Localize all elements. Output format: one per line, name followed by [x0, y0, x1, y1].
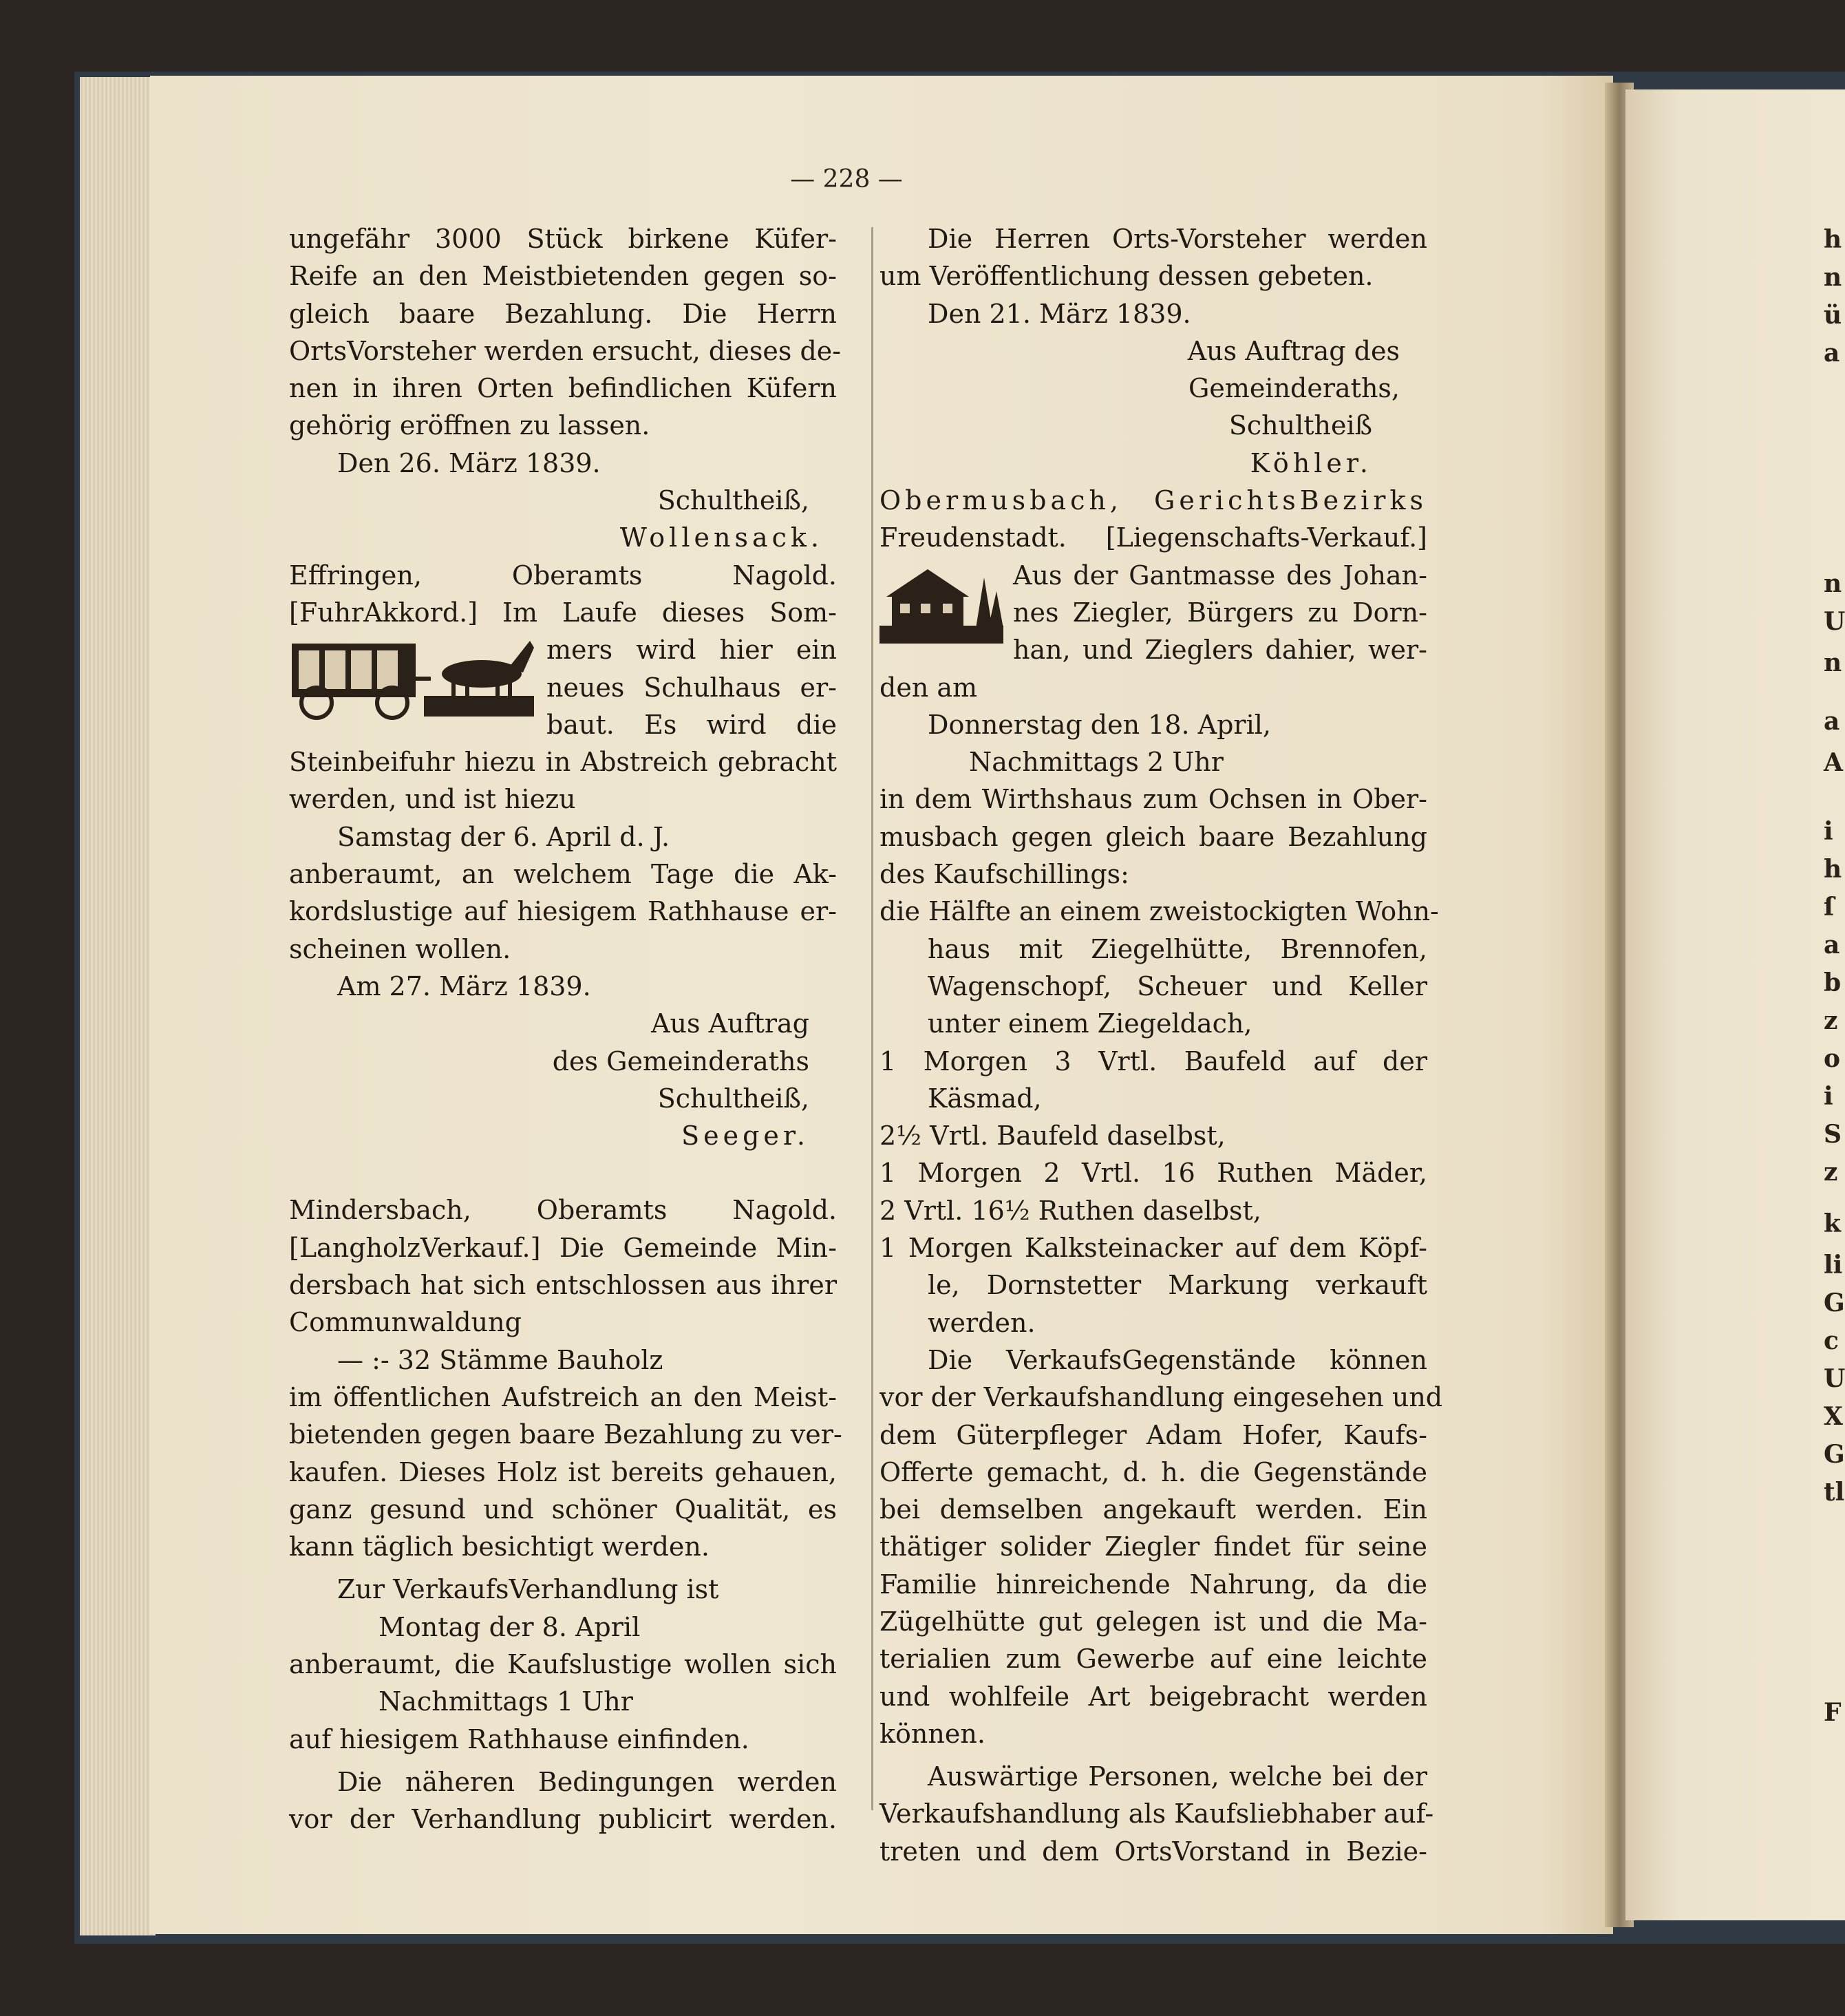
text-line: gleich baare Bezahlung. Die Herrn	[289, 298, 837, 329]
next-page-letter: F	[1824, 1698, 1842, 1727]
next-page-letter: ſ	[1824, 893, 1835, 922]
next-page-letter: k	[1824, 1209, 1841, 1238]
text-line: nen in ihren Orten befindlichen Küfern	[289, 373, 837, 404]
next-page-letter: c	[1824, 1326, 1839, 1355]
next-page-letter: U	[1824, 1364, 1845, 1393]
next-page-letter: n	[1824, 648, 1842, 677]
next-page-letter: o	[1824, 1044, 1841, 1073]
item-line: unter einem Ziegeldach,	[928, 1008, 1252, 1039]
next-page-letter: S	[1824, 1120, 1842, 1149]
text-line: Zügelhütte gut gelegen ist und die Ma-	[879, 1606, 1427, 1637]
time-line: Nachmittags 2 Uhr	[969, 747, 1224, 778]
date-line: Donnerstag den 18. April,	[928, 709, 1271, 740]
item-line: Käsmad,	[928, 1083, 1042, 1114]
signature-line: Aus Auftrag des	[1187, 335, 1400, 366]
item-line: 1 Morgen 3 Vrtl. Baufeld auf der	[879, 1046, 1427, 1076]
text-line: Freudenstadt. [Liegenschafts-Verkauf.]	[879, 522, 1427, 553]
text-line: vor der Verkaufshandlung eingesehen und	[879, 1382, 1443, 1413]
time-line: Nachmittags 1 Uhr	[378, 1686, 633, 1717]
next-page-letter: n	[1824, 569, 1842, 598]
next-page-letter: h	[1824, 225, 1842, 254]
right-column	[879, 220, 1443, 1870]
notice-heading: Obermusbach, GerichtsBezirks	[879, 485, 1427, 516]
text-line: mers wird hier ein	[546, 635, 837, 666]
text-line: Offerte gemacht, d. h. die Gegenstände	[879, 1456, 1427, 1487]
woodcut-block	[289, 631, 837, 743]
next-page-letter: n	[1824, 263, 1842, 292]
next-page-letter: i	[1824, 1082, 1833, 1111]
text-line: Familie hinreichende Nahrung, da die	[879, 1569, 1427, 1600]
next-page-letter: b	[1824, 968, 1842, 997]
notice-heading: Effringen, Oberamts Nagold.	[289, 560, 837, 591]
text-line: han, und Zieglers dahier, wer-	[1013, 635, 1427, 666]
text-line: ungefähr 3000 Stück birkene Küfer-	[289, 224, 837, 254]
text-line: auf hiesigem Rathhause einfinden.	[289, 1723, 749, 1754]
text-line: des Kaufschillings:	[879, 859, 1129, 890]
text-line: Auswärtige Personen, welche bei der	[928, 1761, 1427, 1792]
page-number: — 228 —	[790, 165, 903, 193]
left-column	[289, 220, 842, 1838]
text-line: vor der Verhandlung publicirt werden.	[289, 1804, 837, 1835]
text-line: Aus der Gantmasse des Johan-	[1013, 560, 1427, 591]
text-line: treten und dem OrtsVorstand in Bezie-	[879, 1836, 1427, 1867]
next-page-letter: z	[1824, 1158, 1838, 1187]
signature-name: Seeger.	[681, 1121, 809, 1152]
text-line: um Veröffentlichung dessen gebeten.	[879, 261, 1374, 292]
date-line: Samstag der 6. April d. J.	[337, 821, 670, 852]
signature-line: des Gemeinderaths	[552, 1046, 809, 1076]
next-page-letter: X	[1824, 1402, 1843, 1431]
next-page-letter: a	[1824, 931, 1840, 959]
item-line: werden.	[928, 1307, 1036, 1338]
text-line: OrtsVorsteher werden ersucht, dieses de-	[289, 335, 842, 366]
notice-heading: Mindersbach, Oberamts Nagold.	[289, 1195, 837, 1226]
date-line: Montag der 8. April	[378, 1611, 641, 1642]
text-line: bei demselben angekauft werden. Ein	[879, 1494, 1427, 1525]
text-line: dersbach hat sich entschlossen aus ihrer	[289, 1270, 837, 1301]
next-page-letter: G	[1824, 1440, 1845, 1469]
next-page-letter: li	[1824, 1251, 1843, 1280]
date-line: Den 26. März 1839.	[337, 447, 601, 478]
right-page-fragment	[1625, 89, 1845, 1920]
horse-cart-woodcut-icon	[289, 631, 537, 721]
text-line: kaufen. Dieses Holz ist bereits gehauen,	[289, 1456, 837, 1487]
text-line: terialien zum Gewerbe auf eine leichte	[879, 1644, 1427, 1675]
text-line: Reife an den Meistbietenden gegen so-	[289, 261, 837, 292]
next-page-letter: h	[1824, 855, 1842, 884]
date-line: Am 27. März 1839.	[337, 970, 591, 1001]
column-rule	[871, 227, 873, 1810]
text-line: den am	[879, 672, 978, 703]
text-line: scheinen wollen.	[289, 933, 511, 964]
signature-line: Aus Auftrag	[651, 1008, 809, 1039]
text-line: Die Herren Orts-Vorsteher werden	[928, 224, 1427, 254]
item-line: 1 Morgen Kalksteinacker auf dem Köpf-	[879, 1233, 1427, 1264]
signature-title: Schultheiß,	[657, 485, 809, 516]
text-line: Die näheren Bedingungen werden	[337, 1766, 837, 1797]
item-line: Wagenschopf, Scheuer und Keller	[928, 970, 1427, 1001]
next-page-letter: U	[1824, 607, 1845, 636]
text-line: neues Schulhaus er-	[546, 672, 837, 703]
text-line: Steinbeifuhr hiezu in Abstreich gebracht	[289, 747, 837, 778]
text-line: kann täglich besichtigt werden.	[289, 1531, 710, 1562]
text-line: [FuhrAkkord.] Im Laufe dieses Som-	[289, 597, 837, 628]
item-line: 2 Vrtl. 16½ Ruthen daselbst,	[879, 1195, 1261, 1226]
text-line: im öffentlichen Aufstreich an den Meist-	[289, 1381, 837, 1412]
woodcut-block	[879, 557, 1427, 669]
next-page-letter: z	[1824, 1006, 1838, 1035]
text-line: Zur VerkaufsVerhandlung ist	[337, 1574, 719, 1605]
next-page-letter: A	[1824, 748, 1843, 777]
text-line: musbach gegen gleich baare Bezahlung	[879, 821, 1427, 852]
text-line: ganz gesund und schöner Qualität, es	[289, 1494, 837, 1525]
text-line: thätiger solider Ziegler findet für seine	[879, 1531, 1427, 1562]
text-line: und wohlfeile Art beigebracht werden	[879, 1681, 1427, 1712]
signature-name: Köhler.	[1250, 447, 1372, 478]
text-line: gehörig eröffnen zu lassen.	[289, 410, 650, 441]
text-line: dem Güterpfleger Adam Hofer, Kaufs-	[879, 1419, 1427, 1450]
item-line: haus mit Ziegelhütte, Brennofen,	[928, 933, 1427, 964]
text-line: Die VerkaufsGegenstände können	[928, 1344, 1427, 1375]
text-line: baut. Es wird die	[546, 709, 837, 740]
text-line: Communwaldung	[289, 1307, 522, 1338]
house-woodcut-icon	[879, 557, 1003, 646]
next-page-letter: G	[1824, 1288, 1845, 1317]
text-line: anberaumt, an welchem Tage die Ak-	[289, 859, 837, 890]
text-line: können.	[879, 1718, 985, 1749]
item-line: le, Dornstetter Markung verkauft	[928, 1270, 1427, 1301]
text-line: Verkaufshandlung als Kaufsliebhaber auf-	[879, 1799, 1434, 1829]
text-line: werden, und ist hiezu	[289, 784, 576, 815]
next-page-letter: tl	[1824, 1478, 1845, 1507]
next-page-letter: i	[1824, 817, 1833, 846]
signature-name: Wollensack.	[619, 522, 823, 553]
text-line: kordslustige auf hiesigem Rathhause er-	[289, 896, 837, 927]
date-line: Den 21. März 1839.	[928, 298, 1191, 329]
text-line: in dem Wirthshaus zum Ochsen in Ober-	[879, 784, 1427, 815]
text-line: nes Ziegler, Bürgers zu Dorn-	[1013, 597, 1427, 628]
signature-title: Schultheiß,	[657, 1083, 809, 1114]
signature-title: Schultheiß	[1228, 410, 1372, 441]
next-page-letter: ü	[1824, 301, 1842, 330]
signature-line: Gemeinderaths,	[1188, 373, 1400, 404]
text-line: anberaumt, die Kaufslustige wollen sich	[289, 1648, 837, 1679]
text-line: [LangholzVerkauf.] Die Gemeinde Min-	[289, 1232, 837, 1263]
item-line: die Hälfte an einem zweistockigten Wohn-	[879, 896, 1439, 927]
text-line: bietenden gegen baare Bezahlung zu ver-	[289, 1419, 842, 1450]
item-line: — :- 32 Stämme Bauholz	[337, 1344, 663, 1375]
next-page-letter: a	[1824, 707, 1840, 736]
item-line: 1 Morgen 2 Vrtl. 16 Ruthen Mäder,	[879, 1158, 1427, 1189]
page-edges	[80, 77, 156, 1935]
item-line: 2½ Vrtl. Baufeld daselbst,	[879, 1121, 1226, 1152]
next-page-letter: a	[1824, 339, 1840, 368]
